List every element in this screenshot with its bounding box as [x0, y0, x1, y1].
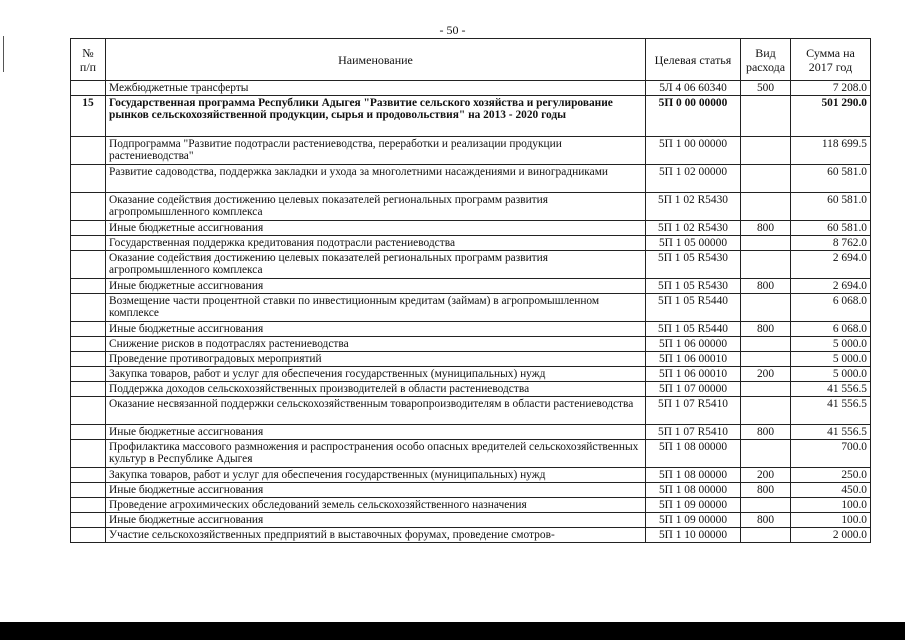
page-number: - 50 - [439, 23, 466, 37]
header-target-article: Целевая статья [646, 39, 741, 81]
row-number [71, 483, 106, 498]
row-target-article: 5П 1 05 R5430 [646, 251, 741, 279]
row-name: Иные бюджетные ассигнования [106, 221, 646, 236]
row-expense-type [741, 236, 791, 251]
row-sum: 8 762.0 [791, 236, 871, 251]
row-number [71, 352, 106, 367]
row-sum: 700.0 [791, 440, 871, 468]
row-expense-type: 800 [741, 483, 791, 498]
row-number [71, 513, 106, 528]
row-target-article: 5П 1 06 00010 [646, 352, 741, 367]
table-row [71, 425, 871, 440]
table-row [71, 528, 871, 543]
table-row [71, 251, 871, 279]
table-row [71, 352, 871, 367]
row-number [71, 337, 106, 352]
header-number: № п/п [71, 39, 106, 81]
row-name: Подпрограмма "Развитие подотрасли растениеводства, переработки и реализации продукции растениеводства" [106, 137, 646, 165]
header-expense-type: Вид расхода [741, 39, 791, 81]
table-row [71, 193, 871, 221]
table-row [71, 513, 871, 528]
row-sum: 100.0 [791, 513, 871, 528]
row-target-article: 5П 1 05 R5430 [646, 279, 741, 294]
row-expense-type [741, 528, 791, 543]
table-header-row [71, 39, 871, 81]
row-target-article: 5П 1 09 00000 [646, 498, 741, 513]
row-target-article: 5П 1 02 00000 [646, 165, 741, 193]
row-expense-type [741, 337, 791, 352]
row-expense-type: 800 [741, 322, 791, 337]
row-name: Поддержка доходов сельскохозяйственных производителей в области растениеводства [106, 382, 646, 397]
row-name: Иные бюджетные ассигнования [106, 483, 646, 498]
table-row [71, 279, 871, 294]
table-row [71, 165, 871, 193]
row-name: Государственная поддержка кредитования подотрасли растениеводства [106, 236, 646, 251]
row-expense-type [741, 193, 791, 221]
row-sum: 118 699.5 [791, 137, 871, 165]
row-sum: 60 581.0 [791, 221, 871, 236]
row-target-article: 5П 1 05 R5440 [646, 294, 741, 322]
row-name: Развитие садоводства, поддержка закладки и ухода за многолетними насаждениями и виноградниками [106, 165, 646, 193]
scan-border [0, 622, 905, 640]
row-expense-type [741, 165, 791, 193]
row-target-article: 5П 1 07 R5410 [646, 397, 741, 425]
row-sum: 2 000.0 [791, 528, 871, 543]
table-row [71, 81, 871, 96]
row-target-article: 5Л 4 06 60340 [646, 81, 741, 96]
row-sum: 6 068.0 [791, 322, 871, 337]
row-expense-type [741, 440, 791, 468]
row-number [71, 397, 106, 425]
table-row [71, 337, 871, 352]
row-name: Возмещение части процентной ставки по инвестиционным кредитам (займам) в агропромышленном комплексе [106, 294, 646, 322]
table-row [71, 498, 871, 513]
row-expense-type: 800 [741, 513, 791, 528]
row-number [71, 528, 106, 543]
row-name: Иные бюджетные ассигнования [106, 425, 646, 440]
row-target-article: 5П 1 08 00000 [646, 483, 741, 498]
row-expense-type [741, 352, 791, 367]
row-sum: 41 556.5 [791, 425, 871, 440]
row-expense-type [741, 251, 791, 279]
row-sum: 450.0 [791, 483, 871, 498]
table-row [71, 397, 871, 425]
row-name: Оказание несвязанной поддержки сельскохозяйственным товаропроизводителям в области растениеводства [106, 397, 646, 425]
row-expense-type [741, 498, 791, 513]
row-target-article: 5П 1 02 R5430 [646, 193, 741, 221]
table-row [71, 221, 871, 236]
row-number: 15 [71, 96, 106, 137]
row-number [71, 382, 106, 397]
row-sum: 6 068.0 [791, 294, 871, 322]
table-row [71, 440, 871, 468]
row-number [71, 137, 106, 165]
table-row [71, 382, 871, 397]
row-target-article: 5П 1 08 00000 [646, 468, 741, 483]
row-target-article: 5П 0 00 00000 [646, 96, 741, 137]
row-name: Профилактика массового размножения и распространения особо опасных вредителей сельскохозяйственных культур в Республике Адыгея [106, 440, 646, 468]
row-sum: 2 694.0 [791, 251, 871, 279]
row-expense-type [741, 137, 791, 165]
row-target-article: 5П 1 07 R5410 [646, 425, 741, 440]
row-sum: 60 581.0 [791, 193, 871, 221]
row-name: Межбюджетные трансферты [106, 81, 646, 96]
table-row [71, 367, 871, 382]
row-name: Снижение рисков в подотраслях растениеводства [106, 337, 646, 352]
row-expense-type: 200 [741, 468, 791, 483]
row-expense-type: 500 [741, 81, 791, 96]
table-row [71, 322, 871, 337]
row-name: Закупка товаров, работ и услуг для обеспечения государственных (муниципальных) нужд [106, 468, 646, 483]
budget-table [70, 38, 871, 543]
row-name: Проведение агрохимических обследований земель сельскохозяйственного назначения [106, 498, 646, 513]
row-expense-type: 200 [741, 367, 791, 382]
row-name: Иные бюджетные ассигнования [106, 322, 646, 337]
row-name: Иные бюджетные ассигнования [106, 279, 646, 294]
row-number [71, 193, 106, 221]
row-target-article: 5П 1 05 00000 [646, 236, 741, 251]
row-sum: 100.0 [791, 498, 871, 513]
row-target-article: 5П 1 02 R5430 [646, 221, 741, 236]
row-number [71, 498, 106, 513]
row-expense-type [741, 294, 791, 322]
row-name: Государственная программа Республики Адыгея "Развитие сельского хозяйства и регулирование рынков сельскохозяйственной продукции, сырья и продовольствия" на 2013 - 2020 годы [106, 96, 646, 137]
row-target-article: 5П 1 06 00000 [646, 337, 741, 352]
table-body [71, 81, 871, 543]
row-sum: 2 694.0 [791, 279, 871, 294]
row-name: Проведение противоградовых мероприятий [106, 352, 646, 367]
row-name: Оказание содействия достижению целевых показателей региональных программ развития агропромышленного комплекса [106, 251, 646, 279]
row-name: Иные бюджетные ассигнования [106, 513, 646, 528]
row-expense-type: 800 [741, 279, 791, 294]
row-number [71, 294, 106, 322]
row-sum: 250.0 [791, 468, 871, 483]
row-sum: 7 208.0 [791, 81, 871, 96]
row-name: Закупка товаров, работ и услуг для обеспечения государственных (муниципальных) нужд [106, 367, 646, 382]
row-target-article: 5П 1 05 R5440 [646, 322, 741, 337]
table-row [71, 468, 871, 483]
row-sum: 501 290.0 [791, 96, 871, 137]
header-sum: Сумма на 2017 год [791, 39, 871, 81]
row-sum: 5 000.0 [791, 367, 871, 382]
row-number [71, 221, 106, 236]
row-number [71, 165, 106, 193]
row-expense-type: 800 [741, 221, 791, 236]
row-expense-type [741, 382, 791, 397]
row-target-article: 5П 1 00 00000 [646, 137, 741, 165]
row-number [71, 251, 106, 279]
row-target-article: 5П 1 08 00000 [646, 440, 741, 468]
row-target-article: 5П 1 07 00000 [646, 382, 741, 397]
row-name: Оказание содействия достижению целевых показателей региональных программ развития агропромышленного комплекса [106, 193, 646, 221]
row-target-article: 5П 1 09 00000 [646, 513, 741, 528]
row-expense-type [741, 96, 791, 137]
table-row [71, 483, 871, 498]
row-sum: 60 581.0 [791, 165, 871, 193]
row-target-article: 5П 1 10 00000 [646, 528, 741, 543]
row-sum: 5 000.0 [791, 337, 871, 352]
row-name: Участие сельскохозяйственных предприятий в выставочных форумах, проведение смотров- [106, 528, 646, 543]
row-expense-type [741, 397, 791, 425]
row-sum: 5 000.0 [791, 352, 871, 367]
table-row [71, 137, 871, 165]
row-number [71, 236, 106, 251]
table-row [71, 96, 871, 137]
row-number [71, 425, 106, 440]
row-number [71, 279, 106, 294]
row-sum: 41 556.5 [791, 382, 871, 397]
margin-mark [3, 36, 4, 72]
row-number [71, 440, 106, 468]
header-name: Наименование [106, 39, 646, 81]
row-number [71, 322, 106, 337]
row-number [71, 81, 106, 96]
table-row [71, 294, 871, 322]
row-number [71, 468, 106, 483]
row-sum: 41 556.5 [791, 397, 871, 425]
table-row [71, 236, 871, 251]
row-number [71, 367, 106, 382]
row-target-article: 5П 1 06 00010 [646, 367, 741, 382]
row-expense-type: 800 [741, 425, 791, 440]
